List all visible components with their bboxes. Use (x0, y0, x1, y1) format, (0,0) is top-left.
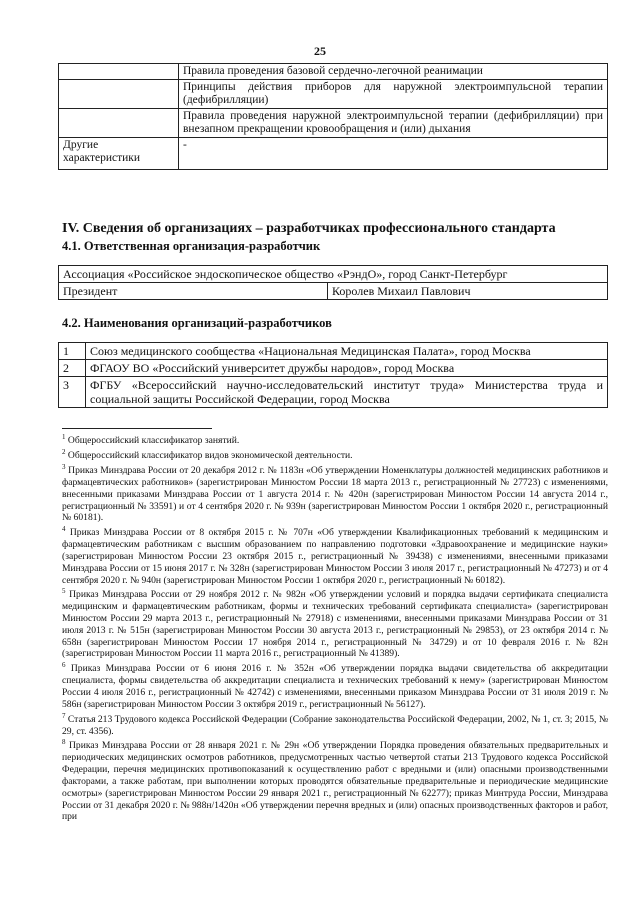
footnote-text: Приказ Минздрава России от 29 ноября 2012 г. № 982н «Об утверждении условий и порядка выдачи сертификата специалиста медицинским и фармацевтическим работникам, формы и технических требований сертификата специалиста» (зарегистрирован Минюстом России 29 марта 2013 г., регистрационный № 27918) с изменениями, внесенными приказами Минздрава России от 31 июля 2013 г. № 515н (зарегистрирован Минюстом России 30 августа 2013 г., регистрационный № 29853), от 23 октября 2014 г. № 658н (зарегистрирован Минюстом России 17 ноября 2014 г., регистрационный № 34729) и от 10 февраля 2016 г. № 82н (зарегистрирован Минюстом России 11 марта 2016 г., регистрационный № 41389). (62, 589, 608, 660)
footnote-text: Приказ Минздрава России от 8 октября 2015 г. № 707н «Об утверждении Квалификационных требований к медицинским и фармацевтическим работникам с высшим образованием по направлению подготовки «Здравоохранение и медицинские науки» (зарегистрирован Минюстом России 23 октября 2015 г., регистрационный № 39438) с изменениями, внесенными приказами Минздрава России от 15 июня 2017 г. № 328н (зарегистрирован Минюстом России 3 июля 2017 г., регистрационный № 47273) и от 4 сентября 2020 г. № 940н (зарегистрирован Минюстом России 1 октября 2020 г., регистрационный № 60182). (62, 527, 608, 586)
footnote-mark: 8 (62, 738, 66, 747)
footnote-text: Приказ Минздрава России от 6 июня 2016 г. № 352н «Об утверждении порядка выдачи свидетельства об аккредитации специалиста, формы свидетельства об аккредитации специалиста и технических требований к нему» (зарегистрирован Минюстом России 4 июля 2016 г., регистрационный № 42742) с изменениями, внесенными приказом Минздрава России от 31 июля 2019 г. № 586н (зарегистрирован Минюстом России 3 октября 2019 г., регистрационный № 56127). (62, 663, 608, 710)
table-row (59, 138, 608, 170)
footnote (62, 524, 608, 586)
developer-name: ФГБУ «Всероссийский научно-исследовательский институт труда» Министерства труда и социальной защиты Российской Федерации, город Москва (86, 377, 608, 408)
footnote-mark: 3 (62, 462, 66, 471)
subsection-title-developers: 4.2. Наименования организаций-разработчиков (62, 316, 332, 330)
footnote-mark: 7 (62, 711, 66, 720)
table-row (59, 283, 608, 300)
footnote (62, 660, 608, 710)
table-cell-text: Правила проведения наружной электроимпульсной терапии (дефибрилляции) при внезапном прекращении кровообращения и (или) дыхания (179, 109, 608, 138)
requirements-table (58, 63, 608, 170)
table-cell-label (59, 64, 179, 80)
table-cell-label (59, 80, 179, 109)
footnote-text: Приказ Минздрава России от 28 января 2021 г. № 29н «Об утверждении Порядка проведения обязательных предварительных и периодических медицинских осмотров работников, предусмотренных частью четвертой статьи 213 Трудового кодекса Российской Федерации, перечня медицинских противопоказаний к осуществлению работ с вредными и (или) опасными производственными факторами, а также работам, при выполнении которых проводятся обязательные предварительные и периодические медицинские осмотры» (зарегистрирован Минюстом России 29 января 2021 г., регистрационный № 62277); приказ Минтруда России, Минздрава России от 31 декабря 2020 г. № 988н/1420н «Об утверждении перечня вредных и (или) опасных производственных факторов и работ, при (62, 740, 608, 823)
footnote-divider (62, 428, 212, 429)
responsible-org-table (58, 265, 608, 300)
footnote-text: Статья 213 Трудового кодекса Российской Федерации (Собрание законодательства Российской Федерации, 2002, № 1, ст. 3; 2015, № 29, ст. 4356). (62, 713, 608, 737)
section-title: IV. Сведения об организациях – разработчиках профессионального стандарта (62, 221, 556, 236)
footnote-mark: 5 (62, 587, 66, 596)
footnote (62, 711, 608, 738)
footnote-text: Приказ Минздрава России от 20 декабря 2012 г. № 1183н «Об утверждении Номенклатуры должностей медицинских работников и фармацевтических работников» (зарегистрирован Минюстом России 18 марта 2013 г., регистрационный № 27723) с изменениями, внесенными приказами Минздрава России от 1 августа 2014 г. № 420н (зарегистрирован Минюстом России 14 августа 2014 г., регистрационный № 33591) и от 4 сентября 2020 г. № 939н (зарегистрирован Минюстом России 1 октября 2020 г., регистрационный № 60181). (62, 465, 608, 524)
footnote-mark: 6 (62, 661, 66, 670)
table-row (59, 109, 608, 138)
developer-number: 2 (59, 360, 86, 377)
footnote (62, 586, 608, 660)
developer-number: 3 (59, 377, 86, 408)
table-cell-label: Другие характеристики (59, 138, 179, 170)
table-row (59, 377, 608, 408)
table-row (59, 80, 608, 109)
footnotes (62, 432, 608, 823)
developers-table (58, 342, 608, 408)
footnote-text: Общероссийский классификатор видов экономической деятельности. (67, 450, 353, 462)
table-row (59, 360, 608, 377)
page-number: 25 (314, 44, 326, 58)
developer-name: Союз медицинского сообщества «Национальная Медицинская Палата», город Москва (86, 343, 608, 360)
subsection-title-responsible: 4.1. Ответственная организация-разработчик (62, 239, 321, 253)
responsible-org-person: Королев Михаил Павлович (328, 283, 608, 300)
developer-name: ФГАОУ ВО «Российский университет дружбы народов», город Москва (86, 360, 608, 377)
table-cell-label (59, 109, 179, 138)
table-cell-text: Принципы действия приборов для наружной электроимпульсной терапии (дефибрилляции) (179, 80, 608, 109)
footnote (62, 432, 608, 447)
footnote-text: Общероссийский классификатор занятий. (67, 435, 240, 447)
responsible-org-name: Ассоциация «Российское эндоскопическое общество «РэндО», город Санкт-Петербург (59, 266, 608, 283)
footnote (62, 447, 608, 462)
footnote-mark: 1 (62, 433, 66, 441)
footnote-mark: 4 (62, 525, 66, 534)
table-cell-text: Правила проведения базовой сердечно-легочной реанимации (179, 64, 608, 80)
responsible-org-position: Президент (59, 283, 328, 300)
footnote (62, 462, 608, 524)
footnote-mark: 2 (62, 447, 66, 456)
footnote (62, 737, 608, 823)
table-cell-text: - (179, 138, 608, 170)
developer-number: 1 (59, 343, 86, 360)
table-row (59, 266, 608, 283)
table-row (59, 343, 608, 360)
table-row (59, 64, 608, 80)
